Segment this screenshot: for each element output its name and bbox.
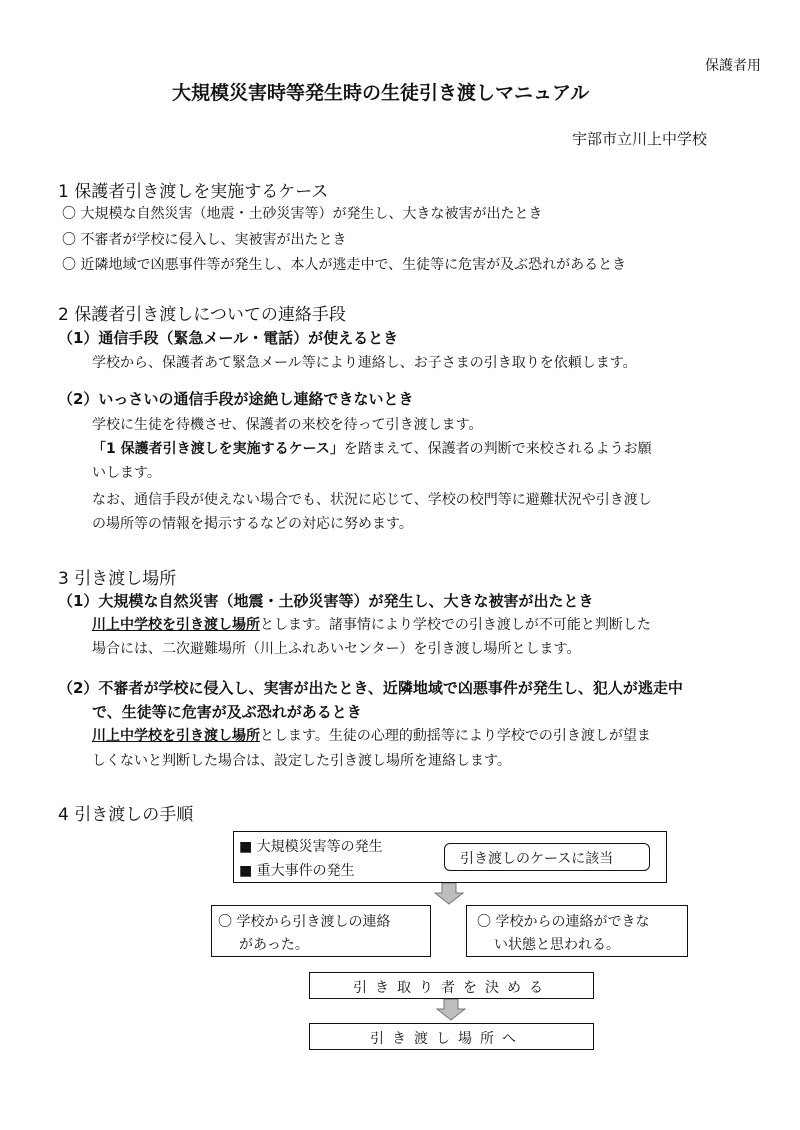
section2-heading: 2 保護者引き渡しについての連絡手段 (58, 305, 346, 325)
section2-sub1-text: 学校から、保護者あて緊急メール等により連絡し、お子さまの引き取りを依頼します。 (92, 355, 637, 371)
no-contact-box (466, 905, 688, 957)
section2-sub2-line1: 学校に生徒を待機させ、保護者の来校を待って引き渡します。 (92, 417, 483, 433)
step-go-to-place (309, 1023, 594, 1050)
down-arrow-icon (436, 999, 466, 1021)
section2-sub2-line3: いします。 (92, 465, 161, 481)
section2-sub2-line2: 「1 保護者引き渡しを実施するケース」を踏まえて、保護者の判断で来校されるようお願 (92, 441, 652, 457)
step-go-to-place-label: 引き渡し場所へ (370, 1031, 524, 1047)
section3-heading: 3 引き渡し場所 (58, 569, 177, 589)
audience-label: 保護者用 (705, 58, 761, 74)
handover-place-underlined: 川上中学校を引き渡し場所 (92, 617, 260, 633)
step-decide-pickup (309, 972, 594, 999)
contact-received-line1: 〇 学校から引き渡しの連絡 (218, 914, 391, 930)
page-title: 大規模災害時等発生時の生徒引き渡しマニュアル (172, 82, 590, 104)
case-box (444, 843, 650, 871)
down-arrow-icon (434, 883, 464, 905)
school-name: 宇部市立川上中学校 (572, 130, 708, 148)
case-reference: 「1 保護者引き渡しを実施するケース」 (92, 441, 344, 457)
section3-sub1-line1: 川上中学校を引き渡し場所とします。諸事情により学校での引き渡しが不可能と判断した (92, 617, 651, 633)
contact-received-box (211, 905, 431, 957)
trigger-box (233, 831, 667, 883)
section2-sub2-heading: （2）いっさいの通信手段が途絶し連絡できないとき (58, 390, 414, 408)
step-decide-pickup-label: 引き取り者を決める (353, 980, 551, 996)
section1-item: 〇 不審者が学校に侵入し、実被害が出たとき (62, 232, 347, 248)
trigger-incident: ■ 重大事件の発生 (239, 863, 355, 879)
no-contact-line1: 〇 学校からの連絡ができな (477, 914, 650, 930)
section3-sub2-heading-line1: （2）不審者が学校に侵入し、実害が出たとき、近隣地域で凶悪事件が発生し、犯人が逃走中 (58, 679, 683, 697)
section1-heading: 1 保護者引き渡しを実施するケース (58, 182, 329, 202)
section1-item: 〇 近隣地域で凶悪事件等が発生し、本人が逃走中で、生徒等に危害が及ぶ恐れがあるとき (62, 257, 627, 273)
contact-received-line2: があった。 (239, 937, 309, 953)
section2-sub2-line5: の場所等の情報を掲示するなどの対応に努めます。 (92, 516, 413, 532)
section2-sub1-heading: （1）通信手段（緊急メール・電話）が使えるとき (58, 329, 399, 347)
trigger-disaster: ■ 大規模災害等の発生 (239, 839, 383, 855)
section3-sub1-heading: （1）大規模な自然災害（地震・土砂災害等）が発生し、大きな被害が出たとき (58, 592, 594, 610)
handover-place-underlined: 川上中学校を引き渡し場所 (92, 728, 260, 744)
section1-item: 〇 大規模な自然災害（地震・土砂災害等）が発生し、大きな被害が出たとき (62, 206, 543, 222)
no-contact-line2: い状態と思われる。 (494, 937, 620, 953)
section3-sub2-line1: 川上中学校を引き渡し場所とします。生徒の心理的動揺等により学校での引き渡しが望ま (92, 728, 651, 744)
section2-sub2-line4: なお、通信手段が使えない場合でも、状況に応じて、学校の校門等に避難状況や引き渡し (92, 492, 652, 508)
section3-sub1-line2: 場合には、二次避難場所（川上ふれあいセンター）を引き渡し場所とします。 (92, 641, 581, 657)
section3-sub2-heading-line2: で、生徒等に危害が及ぶ恐れがあるとき (92, 703, 362, 721)
case-label: 引き渡しのケースに該当 (460, 851, 614, 867)
section4-heading: 4 引き渡しの手順 (58, 805, 194, 825)
section3-sub2-line2: しくないと判断した場合は、設定した引き渡し場所を連絡します。 (92, 753, 511, 769)
